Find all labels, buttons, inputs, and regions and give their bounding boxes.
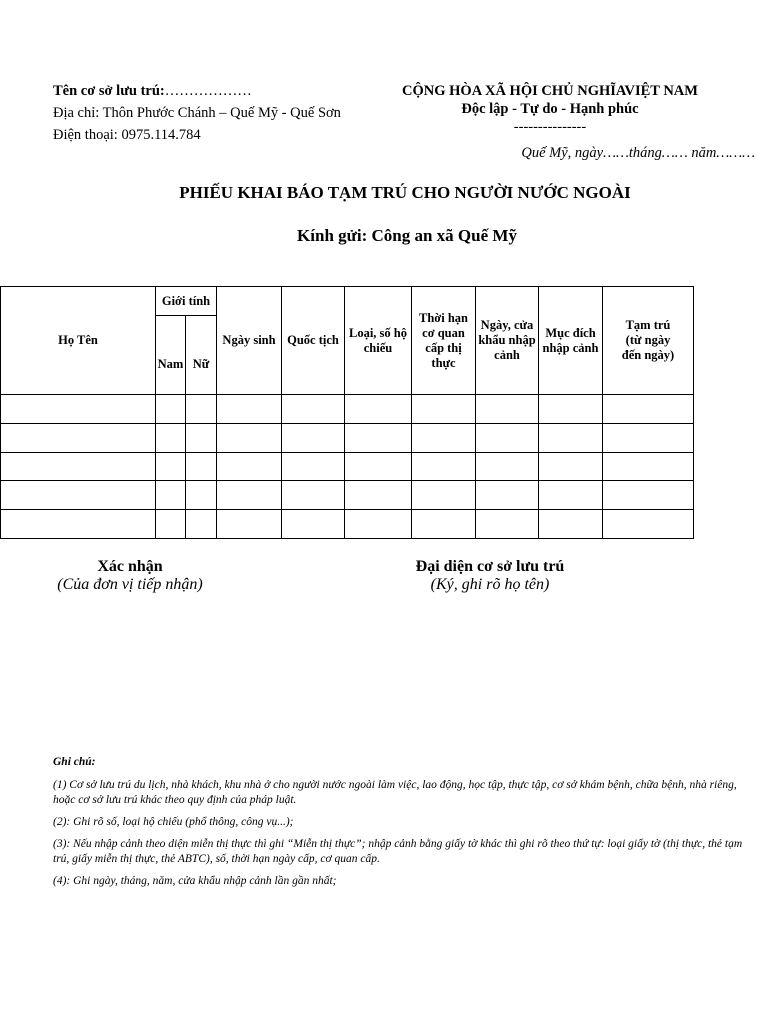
cell-male[interactable] <box>156 481 186 510</box>
cell-visa[interactable] <box>412 424 476 453</box>
national-header <box>380 82 720 136</box>
cell-passport[interactable] <box>345 395 412 424</box>
col-header-stay: Tạm trú (từ ngày đến ngày) <box>603 287 694 395</box>
table-row <box>1 453 694 481</box>
cell-entry[interactable] <box>476 424 539 453</box>
cell-visa[interactable] <box>412 395 476 424</box>
table-row <box>1 481 694 510</box>
facility-phone: Điện thoại: 0975.114.784 <box>53 127 201 143</box>
col-header-nationality: Quốc tịch <box>282 287 345 395</box>
cell-dob[interactable] <box>217 481 282 510</box>
cell-entry[interactable] <box>476 510 539 539</box>
cell-name[interactable] <box>1 510 156 539</box>
confirmation-title: Xác nhận <box>97 558 163 575</box>
facility-name-line <box>53 80 341 102</box>
representative-block <box>390 558 590 594</box>
cell-purpose[interactable] <box>539 510 603 539</box>
facility-value: ……………… <box>164 83 252 99</box>
col-header-dob: Ngày sinh <box>217 287 282 395</box>
cell-female[interactable] <box>186 424 217 453</box>
date-line: Quế Mỹ, ngày……tháng…… năm……… <box>521 145 755 161</box>
cell-dob[interactable] <box>217 424 282 453</box>
cell-purpose[interactable] <box>539 453 603 481</box>
col-header-passport: Loại, số hộ chiếu <box>345 287 412 395</box>
cell-male[interactable] <box>156 510 186 539</box>
cell-male[interactable] <box>156 424 186 453</box>
facility-address: Địa chỉ: Thôn Phước Chánh – Quế Mỹ - Quế Sơn <box>53 105 341 121</box>
cell-entry[interactable] <box>476 481 539 510</box>
col-header-gender: Giới tính <box>156 287 217 316</box>
cell-passport[interactable] <box>345 424 412 453</box>
cell-female[interactable] <box>186 395 217 424</box>
cell-name[interactable] <box>1 453 156 481</box>
recipient-line: Kính gửi: Công an xã Quế Mỹ <box>297 226 517 245</box>
cell-name[interactable] <box>1 395 156 424</box>
col-header-entry: Ngày, cửa khẩu nhập cảnh <box>476 287 539 395</box>
motto-divider: --------------- <box>513 119 587 135</box>
cell-name[interactable] <box>1 481 156 510</box>
table-row <box>1 395 694 424</box>
col-header-visa: Thời hạn cơ quan cấp thị thực <box>412 287 476 395</box>
cell-nationality[interactable] <box>282 395 345 424</box>
cell-stay[interactable] <box>603 453 694 481</box>
table-row <box>1 424 694 453</box>
cell-nationality[interactable] <box>282 453 345 481</box>
declaration-table <box>0 286 694 539</box>
cell-stay[interactable] <box>603 395 694 424</box>
cell-visa[interactable] <box>412 453 476 481</box>
cell-passport[interactable] <box>345 481 412 510</box>
cell-stay[interactable] <box>603 510 694 539</box>
representative-title: Đại diện cơ sở lưu trú <box>415 558 565 575</box>
cell-female[interactable] <box>186 510 217 539</box>
cell-stay[interactable] <box>603 424 694 453</box>
note-item: (3): Nếu nhập cảnh theo diện miễn thị thực thì ghi “Miễn thị thực”; nhập cảnh bằng giấy tờ khác thì ghi rõ theo thứ tự: loại giấy tờ (thị thực, thẻ tạm trú, giấy miễn thị thực, thẻ ABTC), số, thời hạn ngày cấp, cơ quan cấp. <box>53 838 743 865</box>
national-motto: Độc lập - Tự do - Hạnh phúc <box>461 101 639 117</box>
cell-entry[interactable] <box>476 453 539 481</box>
table-row <box>1 510 694 539</box>
cell-visa[interactable] <box>412 481 476 510</box>
col-header-purpose: Mục đích nhập cảnh <box>539 287 603 395</box>
note-item: (1) Cơ sở lưu trú du lịch, nhà khách, khu nhà ở cho người nước ngoài làm việc, lao động, học tập, thực tập, cơ sở khám bệnh, chữa bệnh, nhà riêng, hoặc cơ sở lưu trú khác theo quy định của pháp luật. <box>53 779 737 806</box>
cell-entry[interactable] <box>476 395 539 424</box>
cell-nationality[interactable] <box>282 481 345 510</box>
representative-subtitle: (Ký, ghi rõ họ tên) <box>430 576 550 593</box>
document-title: PHIẾU KHAI BÁO TẠM TRÚ CHO NGƯỜI NƯỚC NGOÀI <box>179 183 631 202</box>
confirmation-subtitle: (Của đơn vị tiếp nhận) <box>57 576 203 593</box>
col-header-name: Họ Tên <box>1 287 156 395</box>
cell-dob[interactable] <box>217 453 282 481</box>
cell-passport[interactable] <box>345 510 412 539</box>
cell-nationality[interactable] <box>282 424 345 453</box>
cell-purpose[interactable] <box>539 424 603 453</box>
cell-stay[interactable] <box>603 481 694 510</box>
cell-dob[interactable] <box>217 510 282 539</box>
cell-passport[interactable] <box>345 453 412 481</box>
cell-nationality[interactable] <box>282 510 345 539</box>
cell-male[interactable] <box>156 453 186 481</box>
cell-name[interactable] <box>1 424 156 453</box>
notes-section <box>53 755 758 896</box>
cell-female[interactable] <box>186 453 217 481</box>
confirmation-block <box>40 558 220 594</box>
country-name: CỘNG HÒA XÃ HỘI CHỦ NGHĨAVIỆT NAM <box>402 83 698 99</box>
note-item: (4): Ghi ngày, tháng, năm, cửa khẩu nhập cảnh lần gần nhất; <box>53 875 337 887</box>
note-item: (2): Ghi rõ số, loại hộ chiếu (phổ thông, công vụ...); <box>53 816 294 828</box>
cell-purpose[interactable] <box>539 395 603 424</box>
cell-male[interactable] <box>156 395 186 424</box>
cell-female[interactable] <box>186 481 217 510</box>
col-header-male: Nam <box>156 316 186 395</box>
cell-purpose[interactable] <box>539 481 603 510</box>
cell-dob[interactable] <box>217 395 282 424</box>
cell-visa[interactable] <box>412 510 476 539</box>
notes-heading: Ghi chú: <box>53 756 96 768</box>
facility-label: Tên cơ sở lưu trú: <box>53 83 165 99</box>
col-header-female: Nữ <box>186 316 217 395</box>
facility-info <box>53 80 341 146</box>
